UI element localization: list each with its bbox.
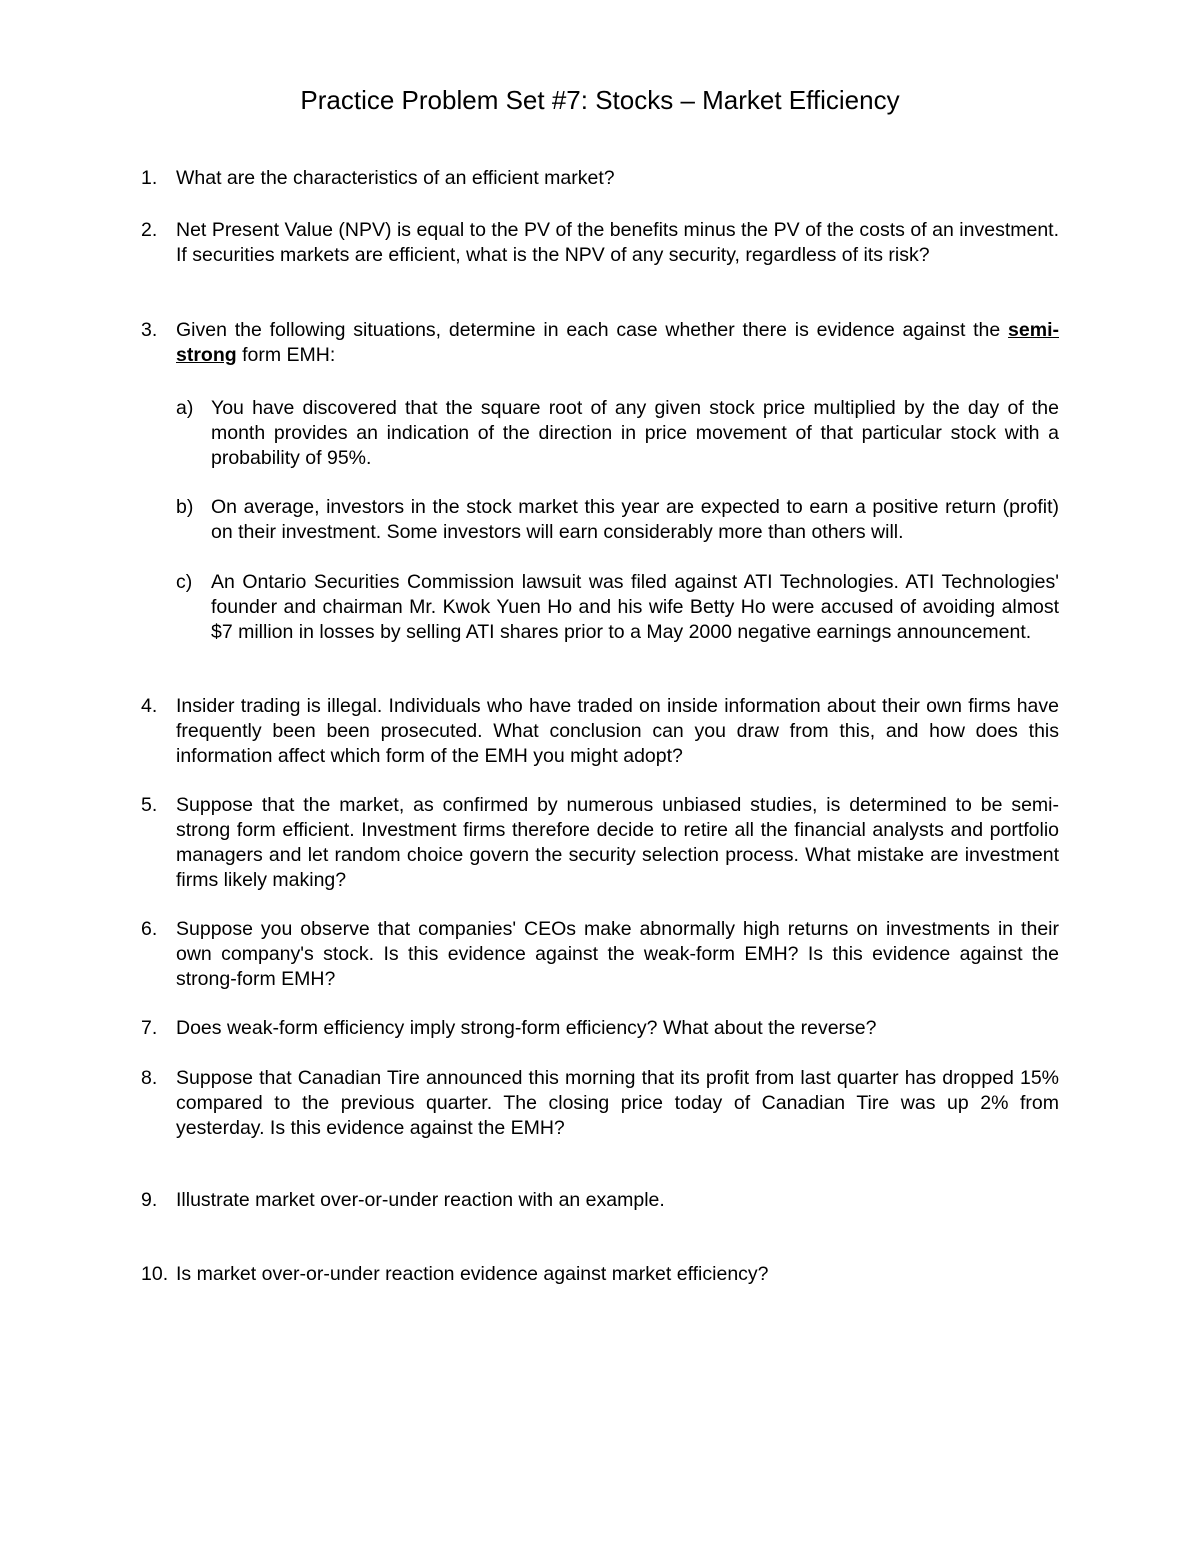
question-3 bbox=[141, 318, 1059, 368]
question-number: 2. bbox=[141, 219, 158, 241]
question-text: Suppose you observe that companies' CEOs make abnormally high returns on investments in their own company's stock. Is this evidence against the weak-form EMH? Is this evidence against the strong-form EMH? bbox=[176, 918, 1059, 990]
question-text: Suppose that the market, as confirmed by numerous unbiased studies, is determined to be semi-strong form efficient. Investment firms therefore decide to retire all the financial analysts and portfolio managers and let random choice govern the security selection process. What mistake are investment firms likely making? bbox=[176, 794, 1059, 891]
question-text: Does weak-form efficiency imply strong-form efficiency? What about the reverse? bbox=[176, 1017, 877, 1039]
sub-question-text: An Ontario Securities Commission lawsuit was filed against ATI Technologies. ATI Technologies' founder and chairman Mr. Kwok Yuen Ho and his wife Betty Ho were accused of avoiding almost $7 million in losses by selling ATI shares prior to a May 2000 negative earnings announcement. bbox=[211, 571, 1059, 643]
question-8 bbox=[141, 1066, 1059, 1141]
question-text-before: Given the following situations, determine in each case whether there is evidence against the bbox=[176, 319, 1009, 341]
question-10 bbox=[141, 1262, 1059, 1287]
question-text: Is market over-or-under reaction evidence against market efficiency? bbox=[176, 1263, 769, 1285]
question-4 bbox=[141, 694, 1059, 769]
question-text-after: form EMH: bbox=[236, 344, 336, 366]
question-text: Suppose that Canadian Tire announced this morning that its profit from last quarter has dropped 15% compared to the previous quarter. The closing price today of Canadian Tire was up 2% from yesterday. Is this evidence against the EMH? bbox=[176, 1067, 1059, 1139]
sub-question-text: You have discovered that the square root of any given stock price multiplied by the day of the month provides an indication of the direction in price movement of that particular stock with a probability of 95%. bbox=[211, 397, 1059, 469]
sub-question-label: a) bbox=[176, 397, 194, 419]
emphasis-semi-strong: semi-strong bbox=[176, 319, 1059, 366]
question-number: 10. bbox=[141, 1263, 169, 1285]
sub-question-c bbox=[176, 570, 1059, 645]
sub-question-text: On average, investors in the stock market this year are expected to earn a positive return (profit) on their investment. Some investors will earn considerably more than others will. bbox=[211, 496, 1059, 543]
question-5 bbox=[141, 793, 1059, 893]
question-1 bbox=[141, 166, 1059, 191]
sub-question-label: b) bbox=[176, 496, 194, 518]
question-text: Illustrate market over-or-under reaction with an example. bbox=[176, 1189, 665, 1211]
sub-question-a bbox=[176, 396, 1059, 471]
question-text: Net Present Value (NPV) is equal to the PV of the benefits minus the PV of the costs of an investment. If securities markets are efficient, what is the NPV of any security, regardless of its risk? bbox=[176, 219, 1059, 266]
question-number: 9. bbox=[141, 1189, 158, 1211]
question-number: 1. bbox=[141, 167, 158, 189]
question-number: 7. bbox=[141, 1017, 158, 1039]
question-number: 8. bbox=[141, 1067, 158, 1089]
sub-question-label: c) bbox=[176, 571, 193, 593]
question-number: 3. bbox=[141, 319, 158, 341]
question-number: 6. bbox=[141, 918, 158, 940]
question-number: 5. bbox=[141, 794, 158, 816]
sub-question-b bbox=[176, 495, 1059, 545]
question-text: Insider trading is illegal. Individuals who have traded on inside information about their own firms have frequently been been prosecuted. What conclusion can you draw from this, and how does this information affect which form of the EMH you might adopt? bbox=[176, 695, 1059, 767]
question-6 bbox=[141, 917, 1059, 992]
question-9 bbox=[141, 1188, 1059, 1213]
question-text: What are the characteristics of an efficient market? bbox=[176, 167, 615, 189]
page-title: Practice Problem Set #7: Stocks – Market Efficiency bbox=[300, 85, 900, 115]
question-text bbox=[176, 318, 1059, 368]
question-2 bbox=[141, 218, 1059, 268]
question-7 bbox=[141, 1016, 1059, 1041]
question-number: 4. bbox=[141, 695, 158, 717]
